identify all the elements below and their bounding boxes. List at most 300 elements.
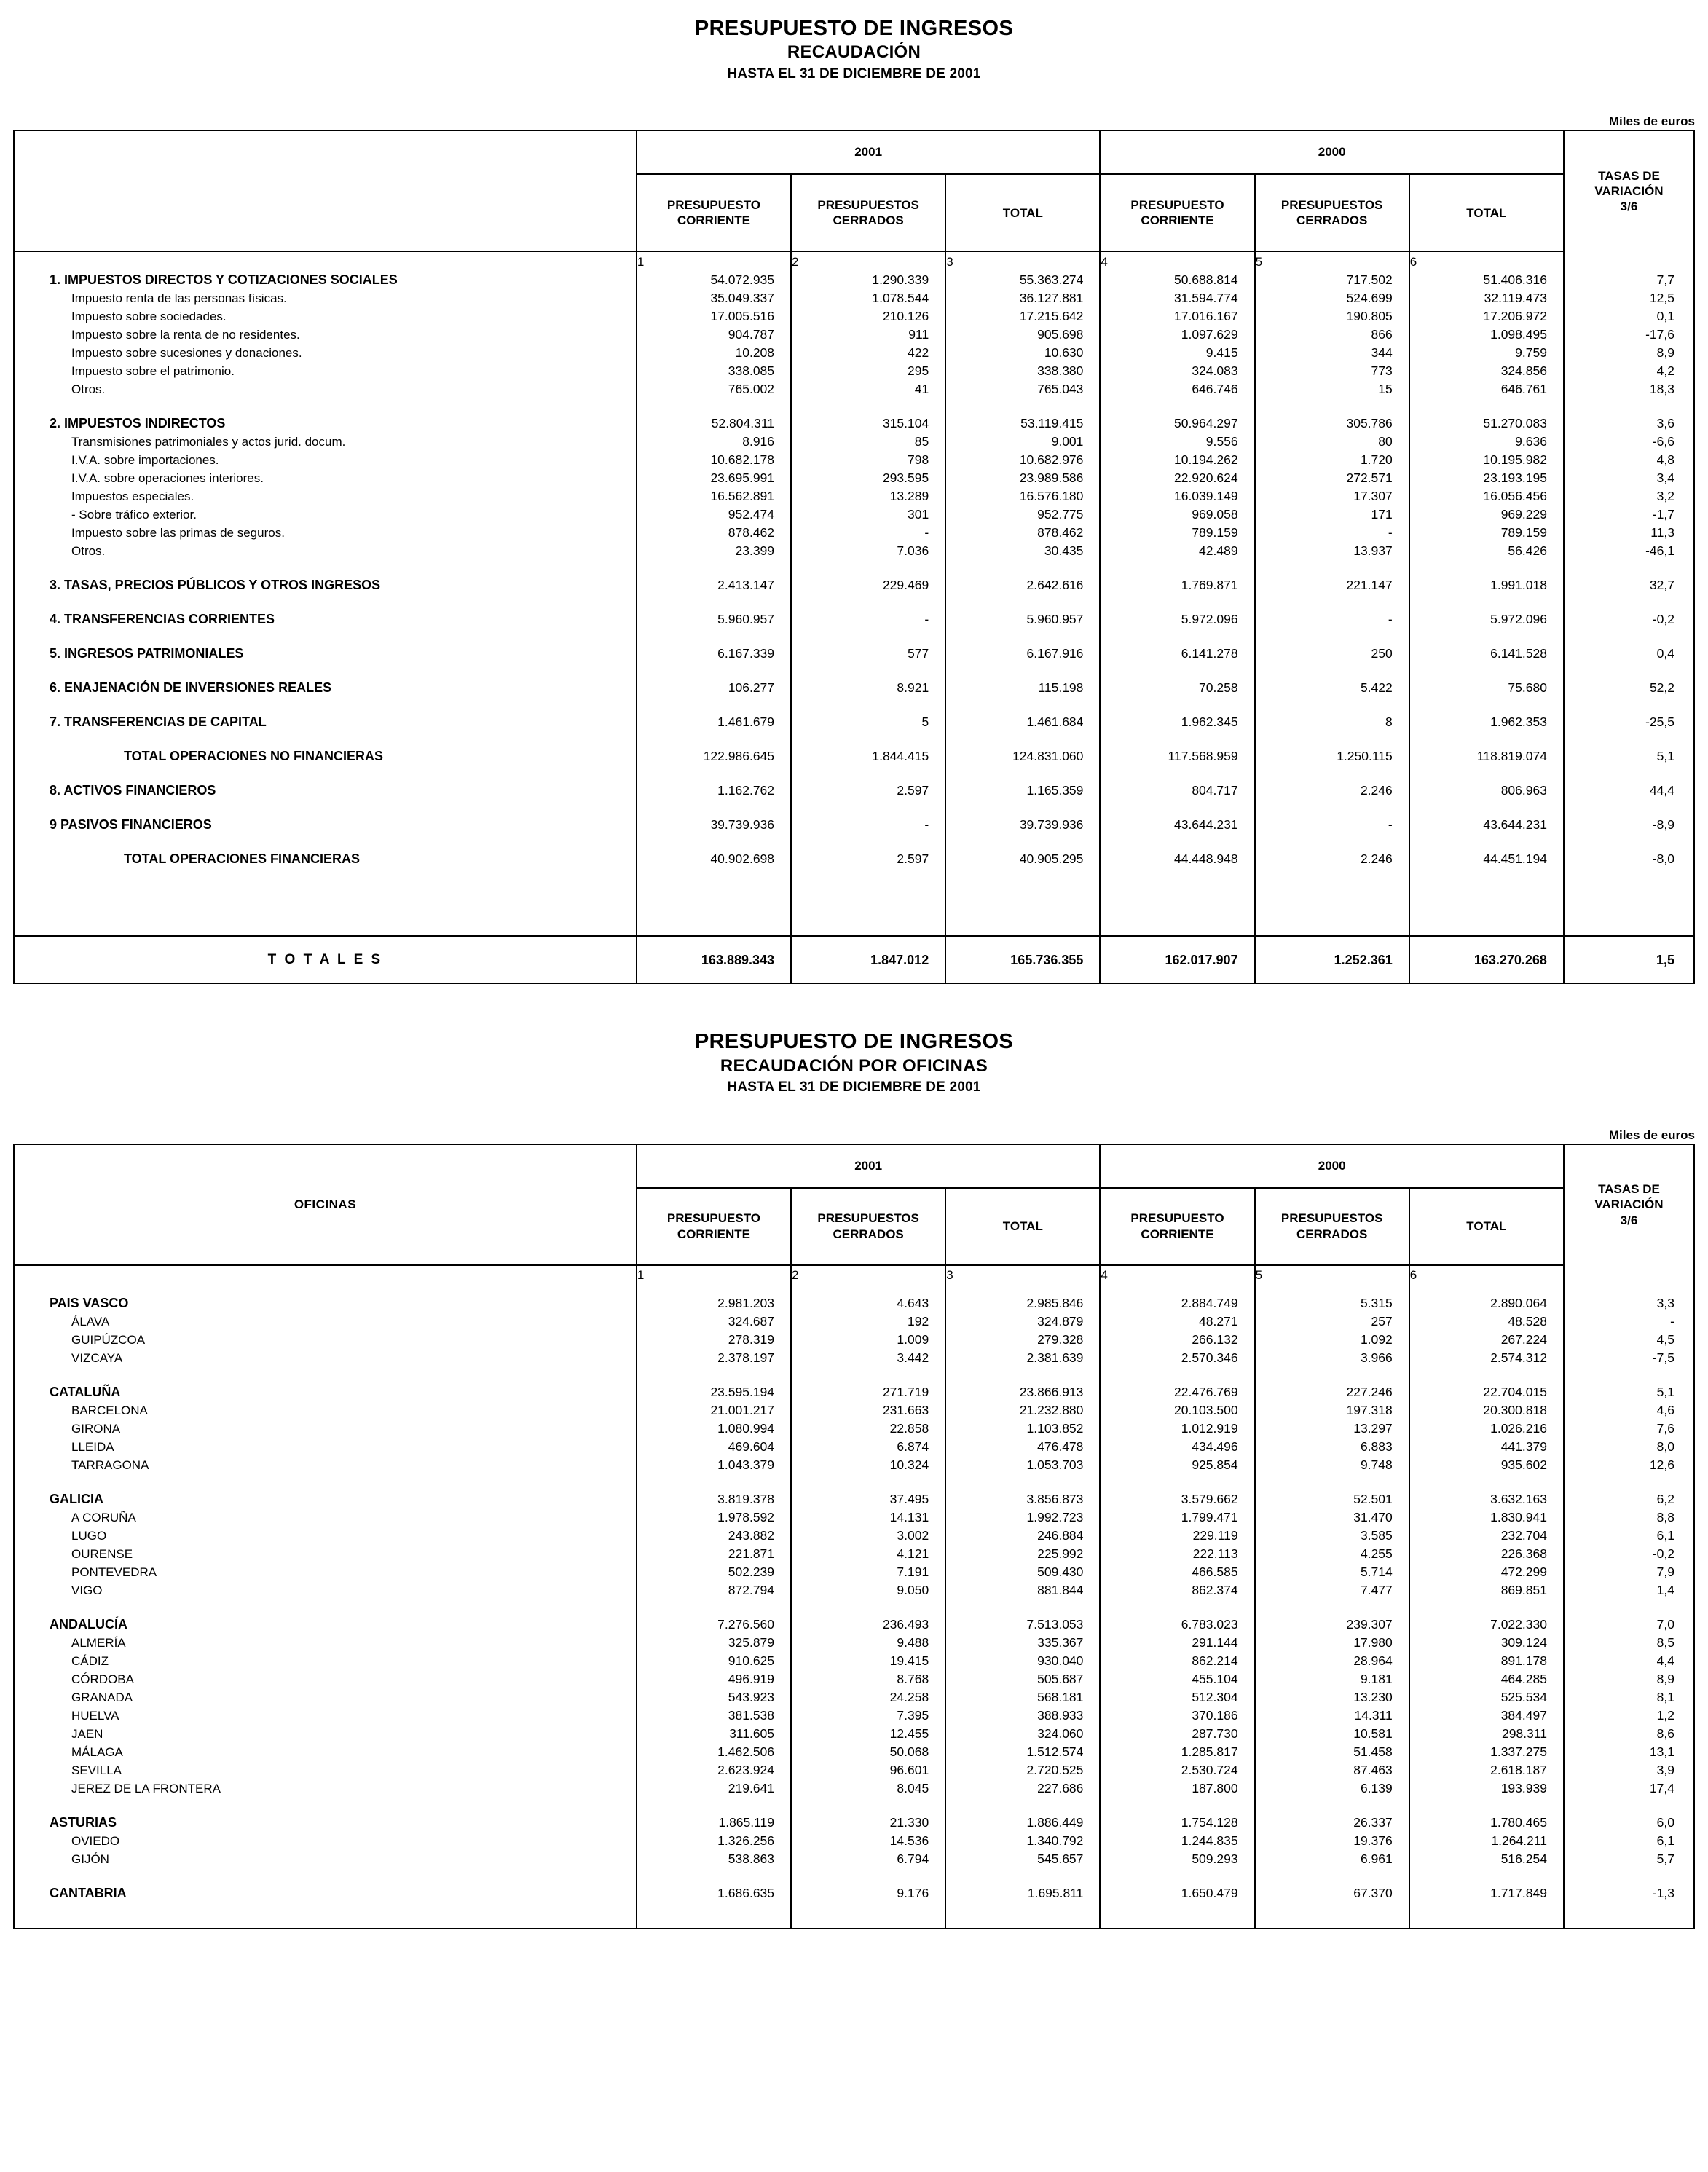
row-value-2: 210.126 bbox=[791, 307, 945, 326]
row-value-2 bbox=[791, 834, 945, 850]
row-variation: 11,3 bbox=[1564, 524, 1693, 542]
table-spacer-row bbox=[15, 560, 1693, 576]
table-spacer-row bbox=[15, 594, 1693, 610]
row-value-1 bbox=[637, 800, 791, 816]
row-value-2 bbox=[791, 800, 945, 816]
row-value-1: 2.981.203 bbox=[637, 1294, 791, 1313]
table-spacer-row bbox=[15, 834, 1693, 850]
row-value-3: 1.886.449 bbox=[945, 1814, 1100, 1832]
row-value-2 bbox=[791, 697, 945, 713]
row-label: ASTURIAS bbox=[15, 1814, 637, 1832]
row-value-3: 246.884 bbox=[945, 1527, 1100, 1545]
row-label: MÁLAGA bbox=[15, 1743, 637, 1761]
table2-title-block bbox=[0, 984, 1708, 1096]
row-value-5: 8 bbox=[1255, 713, 1409, 731]
row-value-3: 30.435 bbox=[945, 542, 1100, 560]
row-value-3 bbox=[945, 1868, 1100, 1884]
row-value-4: 43.644.231 bbox=[1100, 816, 1254, 834]
row-value-2: 192 bbox=[791, 1313, 945, 1331]
row-value-2 bbox=[791, 1474, 945, 1490]
row-value-4: 455.104 bbox=[1100, 1670, 1254, 1688]
row-variation: 8,8 bbox=[1564, 1508, 1693, 1527]
table2-title-main: PRESUPUESTO DE INGRESOS bbox=[694, 1030, 1014, 1054]
row-value-6 bbox=[1409, 1367, 1564, 1383]
row-value-6: 51.270.083 bbox=[1409, 414, 1564, 433]
row-value-5: 26.337 bbox=[1255, 1814, 1409, 1832]
row-variation: 12,6 bbox=[1564, 1456, 1693, 1474]
row-value-1: 17.005.516 bbox=[637, 307, 791, 326]
row-value-1: 3.819.378 bbox=[637, 1490, 791, 1508]
row-label bbox=[15, 800, 637, 816]
row-value-5: 227.246 bbox=[1255, 1383, 1409, 1401]
row-value-6: 7.022.330 bbox=[1409, 1616, 1564, 1634]
row-value-5: 9.181 bbox=[1255, 1670, 1409, 1688]
row-value-5: 190.805 bbox=[1255, 307, 1409, 326]
row-label: GIJÓN bbox=[15, 1850, 637, 1868]
row-value-2 bbox=[791, 594, 945, 610]
row-value-5: - bbox=[1255, 524, 1409, 542]
row-value-6: 441.379 bbox=[1409, 1438, 1564, 1456]
row-value-5 bbox=[1255, 398, 1409, 414]
row-value-5: 717.502 bbox=[1255, 271, 1409, 289]
row-value-6: 5.972.096 bbox=[1409, 610, 1564, 629]
row-value-1: 2.623.924 bbox=[637, 1761, 791, 1779]
row-value-4 bbox=[1100, 1285, 1254, 1294]
row-value-4: 48.271 bbox=[1100, 1313, 1254, 1331]
row-variation: 3,4 bbox=[1564, 469, 1693, 487]
row-value-4: 925.854 bbox=[1100, 1456, 1254, 1474]
row-value-3: 9.001 bbox=[945, 433, 1100, 451]
row-variation bbox=[1564, 1919, 1693, 1928]
row-value-6: 22.704.015 bbox=[1409, 1383, 1564, 1401]
table1-title-main: PRESUPUESTO DE INGRESOS bbox=[694, 17, 1014, 40]
row-value-1: 496.919 bbox=[637, 1670, 791, 1688]
row-value-4 bbox=[1100, 1868, 1254, 1884]
row-value-6: 298.311 bbox=[1409, 1725, 1564, 1743]
table-row bbox=[15, 816, 1693, 834]
variation-line2: VARIACIÓN bbox=[1594, 184, 1664, 199]
row-value-6 bbox=[1409, 1868, 1564, 1884]
table-spacer-row bbox=[15, 1919, 1693, 1928]
row-value-6: 1.962.353 bbox=[1409, 713, 1564, 731]
row-value-1: 6.167.339 bbox=[637, 645, 791, 663]
table-row bbox=[15, 344, 1693, 362]
row-value-4: 2.884.749 bbox=[1100, 1294, 1254, 1313]
table-row bbox=[15, 362, 1693, 380]
row-value-6 bbox=[1409, 1919, 1564, 1928]
row-value-3: 55.363.274 bbox=[945, 271, 1100, 289]
row-value-6: 226.368 bbox=[1409, 1545, 1564, 1563]
row-value-1: 543.923 bbox=[637, 1688, 791, 1707]
row-value-2: 12.455 bbox=[791, 1725, 945, 1743]
row-value-6: 1.780.465 bbox=[1409, 1814, 1564, 1832]
row-variation: 8,1 bbox=[1564, 1688, 1693, 1707]
table-row bbox=[15, 610, 1693, 629]
row-label: PONTEVEDRA bbox=[15, 1563, 637, 1581]
row-value-6: 525.534 bbox=[1409, 1688, 1564, 1707]
row-value-6 bbox=[1409, 868, 1564, 937]
row-value-2: 21.330 bbox=[791, 1814, 945, 1832]
row-value-6: 324.856 bbox=[1409, 362, 1564, 380]
row-value-6: 891.178 bbox=[1409, 1652, 1564, 1670]
row-value-4: 969.058 bbox=[1100, 505, 1254, 524]
row-value-1 bbox=[637, 1285, 791, 1294]
row-value-6 bbox=[1409, 398, 1564, 414]
row-value-4: 20.103.500 bbox=[1100, 1401, 1254, 1420]
row-label bbox=[15, 1600, 637, 1616]
row-value-4: 5.972.096 bbox=[1100, 610, 1254, 629]
table-row bbox=[15, 1331, 1693, 1349]
row-label: TARRAGONA bbox=[15, 1456, 637, 1474]
row-value-5: 2.246 bbox=[1255, 850, 1409, 868]
table-row bbox=[15, 1688, 1693, 1707]
row-value-4 bbox=[1100, 834, 1254, 850]
row-value-4 bbox=[1100, 697, 1254, 713]
row-value-5: 250 bbox=[1255, 645, 1409, 663]
table1-colnum-4: 4 bbox=[1100, 251, 1254, 271]
row-value-6: 806.963 bbox=[1409, 782, 1564, 800]
row-value-6: 9.759 bbox=[1409, 344, 1564, 362]
row-value-3: 23.866.913 bbox=[945, 1383, 1100, 1401]
row-value-2: 236.493 bbox=[791, 1616, 945, 1634]
row-value-1 bbox=[637, 1367, 791, 1383]
row-label: GRANADA bbox=[15, 1688, 637, 1707]
row-value-1 bbox=[637, 398, 791, 414]
table-row bbox=[15, 1527, 1693, 1545]
row-value-2: 9.050 bbox=[791, 1581, 945, 1600]
row-value-6: 3.632.163 bbox=[1409, 1490, 1564, 1508]
row-label: 6. ENAJENACIÓN DE INVERSIONES REALES bbox=[15, 679, 637, 697]
row-value-1: 8.916 bbox=[637, 433, 791, 451]
row-value-6: 17.206.972 bbox=[1409, 307, 1564, 326]
row-value-2 bbox=[791, 398, 945, 414]
row-variation: 32,7 bbox=[1564, 576, 1693, 594]
row-value-4: 50.964.297 bbox=[1100, 414, 1254, 433]
row-value-2 bbox=[791, 560, 945, 576]
row-value-1: 381.538 bbox=[637, 1707, 791, 1725]
table-spacer-row bbox=[15, 663, 1693, 679]
row-label: 1. IMPUESTOS DIRECTOS Y COTIZACIONES SOCIALES bbox=[15, 271, 637, 289]
row-value-2: 295 bbox=[791, 362, 945, 380]
row-value-2: 1.290.339 bbox=[791, 271, 945, 289]
row-value-6 bbox=[1409, 731, 1564, 747]
table1-colnum-6: 6 bbox=[1409, 251, 1564, 271]
row-value-4 bbox=[1100, 398, 1254, 414]
row-value-2 bbox=[791, 1868, 945, 1884]
table-spacer-row bbox=[15, 1367, 1693, 1383]
row-value-2: 50.068 bbox=[791, 1743, 945, 1761]
row-value-4 bbox=[1100, 629, 1254, 645]
row-value-4: 42.489 bbox=[1100, 542, 1254, 560]
row-value-3: 881.844 bbox=[945, 1581, 1100, 1600]
row-value-3: 1.992.723 bbox=[945, 1508, 1100, 1527]
row-value-5: 1.092 bbox=[1255, 1331, 1409, 1349]
row-value-1: 5.960.957 bbox=[637, 610, 791, 629]
row-label: Impuesto sobre sociedades. bbox=[15, 307, 637, 326]
row-label: Impuesto sobre las primas de seguros. bbox=[15, 524, 637, 542]
row-value-3: 1.340.792 bbox=[945, 1832, 1100, 1850]
row-value-1: 10.208 bbox=[637, 344, 791, 362]
table2-colnum-2: 2 bbox=[791, 1265, 945, 1285]
row-value-2: 6.794 bbox=[791, 1850, 945, 1868]
row-value-6: 309.124 bbox=[1409, 1634, 1564, 1652]
row-value-4 bbox=[1100, 766, 1254, 782]
row-value-3 bbox=[945, 731, 1100, 747]
table2-units-note: Miles de euros bbox=[1608, 1128, 1695, 1142]
table-row bbox=[15, 1313, 1693, 1331]
row-value-4: 31.594.774 bbox=[1100, 289, 1254, 307]
table-row bbox=[15, 1670, 1693, 1688]
row-value-2: 3.442 bbox=[791, 1349, 945, 1367]
row-variation: 4,4 bbox=[1564, 1652, 1693, 1670]
table-spacer-row bbox=[15, 800, 1693, 816]
row-label bbox=[15, 868, 637, 937]
table-row bbox=[15, 1456, 1693, 1474]
row-label: SEVILLA bbox=[15, 1761, 637, 1779]
row-value-4: 187.800 bbox=[1100, 1779, 1254, 1798]
row-value-4: 1.754.128 bbox=[1100, 1814, 1254, 1832]
row-value-5: 19.376 bbox=[1255, 1832, 1409, 1850]
row-label: CÁDIZ bbox=[15, 1652, 637, 1670]
table1-colnum-2: 2 bbox=[791, 251, 945, 271]
row-variation: 0,1 bbox=[1564, 307, 1693, 326]
row-value-4: 3.579.662 bbox=[1100, 1490, 1254, 1508]
table1-totals-c3: 165.736.355 bbox=[945, 937, 1100, 983]
row-value-2: 798 bbox=[791, 451, 945, 469]
table-row bbox=[15, 850, 1693, 868]
table-spacer-row bbox=[15, 398, 1693, 414]
table-row bbox=[15, 487, 1693, 505]
table1-totals-var: 1,5 bbox=[1564, 937, 1693, 983]
row-variation bbox=[1564, 1600, 1693, 1616]
table2-colnum-6: 6 bbox=[1409, 1265, 1564, 1285]
table1-head bbox=[15, 131, 1693, 271]
row-variation bbox=[1564, 731, 1693, 747]
row-value-3: 1.695.811 bbox=[945, 1884, 1100, 1903]
row-value-3: 2.720.525 bbox=[945, 1761, 1100, 1779]
table1-body bbox=[15, 271, 1693, 937]
row-value-4: 789.159 bbox=[1100, 524, 1254, 542]
table2-col-total-2000: TOTAL bbox=[1409, 1188, 1564, 1265]
row-value-2: 422 bbox=[791, 344, 945, 362]
row-value-2 bbox=[791, 1919, 945, 1928]
row-label: JAEN bbox=[15, 1725, 637, 1743]
table-row bbox=[15, 1652, 1693, 1670]
table-row bbox=[15, 1438, 1693, 1456]
row-variation: 18,3 bbox=[1564, 380, 1693, 398]
row-value-1: 35.049.337 bbox=[637, 289, 791, 307]
row-value-1: 39.739.936 bbox=[637, 816, 791, 834]
row-label: BARCELONA bbox=[15, 1401, 637, 1420]
table-row bbox=[15, 380, 1693, 398]
row-label: Transmisiones patrimoniales y actos jurid. docum. bbox=[15, 433, 637, 451]
row-value-4: 50.688.814 bbox=[1100, 271, 1254, 289]
row-label bbox=[15, 1868, 637, 1884]
row-value-1: 324.687 bbox=[637, 1313, 791, 1331]
row-label: ALMERÍA bbox=[15, 1634, 637, 1652]
row-value-1: 952.474 bbox=[637, 505, 791, 524]
row-value-4: 1.962.345 bbox=[1100, 713, 1254, 731]
row-value-4 bbox=[1100, 1474, 1254, 1490]
row-value-5 bbox=[1255, 1285, 1409, 1294]
row-label: I.V.A. sobre operaciones interiores. bbox=[15, 469, 637, 487]
table-row bbox=[15, 1563, 1693, 1581]
row-value-1 bbox=[637, 1474, 791, 1490]
row-value-5: 31.470 bbox=[1255, 1508, 1409, 1527]
row-value-6: 1.830.941 bbox=[1409, 1508, 1564, 1527]
row-value-2 bbox=[791, 663, 945, 679]
row-label: ANDALUCÍA bbox=[15, 1616, 637, 1634]
row-value-5 bbox=[1255, 1868, 1409, 1884]
row-value-4: 646.746 bbox=[1100, 380, 1254, 398]
row-value-1 bbox=[637, 594, 791, 610]
row-value-3: 17.215.642 bbox=[945, 307, 1100, 326]
row-value-6: 1.337.275 bbox=[1409, 1743, 1564, 1761]
row-value-4: 862.374 bbox=[1100, 1581, 1254, 1600]
row-variation bbox=[1564, 594, 1693, 610]
row-value-1: 40.902.698 bbox=[637, 850, 791, 868]
row-value-1 bbox=[637, 697, 791, 713]
row-value-4: 117.568.959 bbox=[1100, 747, 1254, 766]
row-value-4: 466.585 bbox=[1100, 1563, 1254, 1581]
row-value-2: 3.002 bbox=[791, 1527, 945, 1545]
row-value-1 bbox=[637, 834, 791, 850]
row-value-4: 1.012.919 bbox=[1100, 1420, 1254, 1438]
row-value-4: 1.799.471 bbox=[1100, 1508, 1254, 1527]
row-label: 5. INGRESOS PATRIMONIALES bbox=[15, 645, 637, 663]
row-value-2: 8.921 bbox=[791, 679, 945, 697]
row-value-2: 41 bbox=[791, 380, 945, 398]
row-variation bbox=[1564, 766, 1693, 782]
row-value-4: 370.186 bbox=[1100, 1707, 1254, 1725]
table-row bbox=[15, 1545, 1693, 1563]
table2-colnum-var bbox=[1564, 1265, 1693, 1285]
row-value-5: 15 bbox=[1255, 380, 1409, 398]
row-label: Impuesto renta de las personas físicas. bbox=[15, 289, 637, 307]
row-value-1: 122.986.645 bbox=[637, 747, 791, 766]
row-label bbox=[15, 766, 637, 782]
row-label: CATALUÑA bbox=[15, 1383, 637, 1401]
row-value-5: 3.966 bbox=[1255, 1349, 1409, 1367]
row-value-3 bbox=[945, 1474, 1100, 1490]
row-value-5: 7.477 bbox=[1255, 1581, 1409, 1600]
table1-year-2000-header: 2000 bbox=[1100, 131, 1564, 174]
variation-line3: 3/6 bbox=[1620, 1213, 1638, 1227]
row-value-6: 646.761 bbox=[1409, 380, 1564, 398]
row-value-4 bbox=[1100, 1798, 1254, 1814]
row-value-3: 905.698 bbox=[945, 326, 1100, 344]
row-value-4: 44.448.948 bbox=[1100, 850, 1254, 868]
row-value-1: 54.072.935 bbox=[637, 271, 791, 289]
row-value-6: 56.426 bbox=[1409, 542, 1564, 560]
row-value-5: 9.748 bbox=[1255, 1456, 1409, 1474]
row-value-3: 2.381.639 bbox=[945, 1349, 1100, 1367]
table1-totals-row bbox=[15, 937, 1693, 983]
row-value-1: 538.863 bbox=[637, 1850, 791, 1868]
table-row bbox=[15, 433, 1693, 451]
row-value-4 bbox=[1100, 594, 1254, 610]
row-value-6: 1.717.849 bbox=[1409, 1884, 1564, 1903]
row-variation: 6,1 bbox=[1564, 1527, 1693, 1545]
row-label: Otros. bbox=[15, 542, 637, 560]
row-value-5 bbox=[1255, 1919, 1409, 1928]
row-value-1: 765.002 bbox=[637, 380, 791, 398]
row-value-2: 293.595 bbox=[791, 469, 945, 487]
row-value-3: 10.630 bbox=[945, 344, 1100, 362]
row-value-2 bbox=[791, 731, 945, 747]
table-row bbox=[15, 271, 1693, 289]
row-value-1: 106.277 bbox=[637, 679, 791, 697]
row-variation: 4,2 bbox=[1564, 362, 1693, 380]
row-label: TOTAL OPERACIONES NO FINANCIERAS bbox=[15, 747, 637, 766]
table2-head bbox=[15, 1145, 1693, 1285]
row-value-1: 1.080.994 bbox=[637, 1420, 791, 1438]
table-row bbox=[15, 289, 1693, 307]
row-variation: 13,1 bbox=[1564, 1743, 1693, 1761]
row-value-6: 48.528 bbox=[1409, 1313, 1564, 1331]
table2-year-2000-header: 2000 bbox=[1100, 1145, 1564, 1188]
row-value-2: 19.415 bbox=[791, 1652, 945, 1670]
row-label: PAIS VASCO bbox=[15, 1294, 637, 1313]
row-value-4: 512.304 bbox=[1100, 1688, 1254, 1707]
row-value-4 bbox=[1100, 1600, 1254, 1616]
row-value-1: 1.865.119 bbox=[637, 1814, 791, 1832]
row-value-3 bbox=[945, 697, 1100, 713]
row-value-6 bbox=[1409, 766, 1564, 782]
row-value-6: 10.195.982 bbox=[1409, 451, 1564, 469]
row-label: Impuesto sobre el patrimonio. bbox=[15, 362, 637, 380]
row-value-5: - bbox=[1255, 816, 1409, 834]
row-value-2: - bbox=[791, 524, 945, 542]
table-row bbox=[15, 1850, 1693, 1868]
row-value-2: 1.078.544 bbox=[791, 289, 945, 307]
row-value-6: 935.602 bbox=[1409, 1456, 1564, 1474]
row-value-3: 1.165.359 bbox=[945, 782, 1100, 800]
table2-units-row bbox=[0, 1125, 1708, 1144]
row-value-6: 118.819.074 bbox=[1409, 747, 1564, 766]
row-label bbox=[15, 663, 637, 679]
row-value-5: 197.318 bbox=[1255, 1401, 1409, 1420]
row-value-3: 3.856.873 bbox=[945, 1490, 1100, 1508]
table1-container bbox=[13, 130, 1695, 984]
table1-totals-c4: 162.017.907 bbox=[1100, 937, 1254, 983]
row-variation: 7,9 bbox=[1564, 1563, 1693, 1581]
row-label: TOTAL OPERACIONES FINANCIERAS bbox=[15, 850, 637, 868]
row-variation: 4,5 bbox=[1564, 1331, 1693, 1349]
table-spacer-row bbox=[15, 697, 1693, 713]
row-value-3: 878.462 bbox=[945, 524, 1100, 542]
row-value-5: 52.501 bbox=[1255, 1490, 1409, 1508]
row-label bbox=[15, 1474, 637, 1490]
row-value-6: 23.193.195 bbox=[1409, 469, 1564, 487]
row-label bbox=[15, 834, 637, 850]
row-value-2: - bbox=[791, 816, 945, 834]
row-label: GALICIA bbox=[15, 1490, 637, 1508]
row-value-1: 469.604 bbox=[637, 1438, 791, 1456]
table-row bbox=[15, 1581, 1693, 1600]
row-label bbox=[15, 629, 637, 645]
row-value-5: 1.720 bbox=[1255, 451, 1409, 469]
table-row bbox=[15, 505, 1693, 524]
row-variation: 12,5 bbox=[1564, 289, 1693, 307]
row-value-3: 7.513.053 bbox=[945, 1616, 1100, 1634]
row-value-1 bbox=[637, 1919, 791, 1928]
row-value-5: 5.315 bbox=[1255, 1294, 1409, 1313]
table-row bbox=[15, 1634, 1693, 1652]
table2-colnum-3: 3 bbox=[945, 1265, 1100, 1285]
row-value-3: 324.060 bbox=[945, 1725, 1100, 1743]
row-value-3: 36.127.881 bbox=[945, 289, 1100, 307]
